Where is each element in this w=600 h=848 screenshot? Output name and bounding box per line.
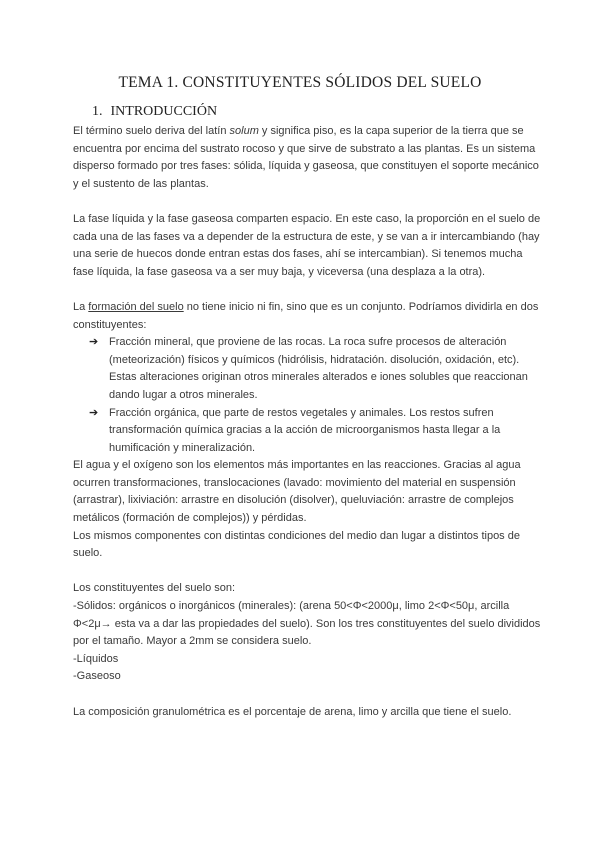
constituents-list (73, 334, 543, 457)
page-title: TEMA 1. CONSTITUYENTES SÓLIDOS DEL SUELO (118, 74, 482, 91)
list-item-text: Fracción orgánica, que parte de restos vegetales y animales. Los restos sufren transformación química gracias a la acción de microorganismos hasta llegar a la humificación y mineralización. (109, 406, 501, 454)
paragraph-formation (73, 299, 543, 334)
paragraph-spacer (73, 193, 543, 211)
italic-term: solum (229, 125, 259, 137)
paragraph-definition (73, 123, 543, 193)
section-number: 1. (92, 104, 103, 119)
text-fragment: y significa piso, es la capa superior de la tierra que se encuentra por encima del sustrato rocoso y que sirve de substrato a las plantas. Es un sistema disperso formado por tres fases: sólida, líquida y gaseosa, que constituyen el soporte mecánico y el sustento de las plantas. (73, 125, 539, 190)
paragraph-soil-types: Los mismos componentes con distintas condiciones del medio dan lugar a distintos tipos de suelo. (73, 529, 520, 560)
paragraph-spacer (73, 281, 543, 299)
text-fragment: El término suelo deriva del latín (73, 125, 230, 137)
list-item (73, 405, 543, 458)
paragraph-spacer (73, 563, 543, 581)
list-item (73, 334, 543, 404)
paragraph-solids: -Sólidos: orgánicos o inorgánicos (minerales): (arena 50<Φ<2000μ, limo 2<Φ<50μ, arcilla Φ<2μ→ esta va a dar las propiedades del suelo). Son los tres constituyentes del suelo divididos por el tamaño. Mayor a 2mm se considera suelo. (73, 600, 541, 648)
paragraph-spacer (73, 686, 543, 704)
arrow-bullet-icon: ➔ (89, 406, 99, 419)
underlined-term: formación del suelo (88, 300, 184, 313)
paragraph-liquids: -Líquidos (73, 652, 119, 665)
paragraph-granulometry: La composición granulométrica es el porcentaje de arena, limo y arcilla que tiene el suelo. (73, 705, 512, 718)
paragraph-gas: -Gaseoso (73, 670, 121, 683)
paragraph-phases: La fase líquida y la fase gaseosa comparten espacio. En este caso, la proporción en el suelo de cada una de las fases va a depender de la estructura de este, y se van a ir intercambiando (hay una serie de huecos donde entran estas dos fases, ahí se intercambian). Si tenemos mucha fase líquida, la fase gaseosa va a ser muy baja, y viceversa (una desplaza a la otra). (73, 212, 541, 278)
list-item-text: Fracción mineral, que proviene de las rocas. La roca sufre procesos de alteración (meteorización) físicos y químicos (hidrólisis, hidratación. disolución, oxidación, etc). Estas alteraciones originan otros minerales alterados e iones solubles que reaccionan dando lugar a otros minerales. (109, 336, 528, 401)
paragraph-water-oxygen: El agua y el oxígeno son los elementos más importantes en las reacciones. Gracias al agua ocurren transformaciones, translocaciones (lavado: movimiento del material en suspensión (arrastrar), lixiviación: arrastre en disolución (disolver), queluviación: arrastre de complejos metálicos (formación de complejos)) y pérdidas. (73, 459, 521, 525)
paragraph-constituents-intro: Los constituyentes del suelo son: (73, 582, 236, 595)
section-title: INTRODUCCIÓN (110, 104, 218, 119)
arrow-bullet-icon: ➔ (89, 336, 99, 349)
section-heading (92, 104, 217, 120)
document-body (73, 123, 543, 721)
text-fragment: no tiene inicio ni fin, sino que es un conjunto. Podríamos dividirla en dos constituyentes: (73, 300, 539, 331)
text-fragment: La (73, 300, 89, 313)
